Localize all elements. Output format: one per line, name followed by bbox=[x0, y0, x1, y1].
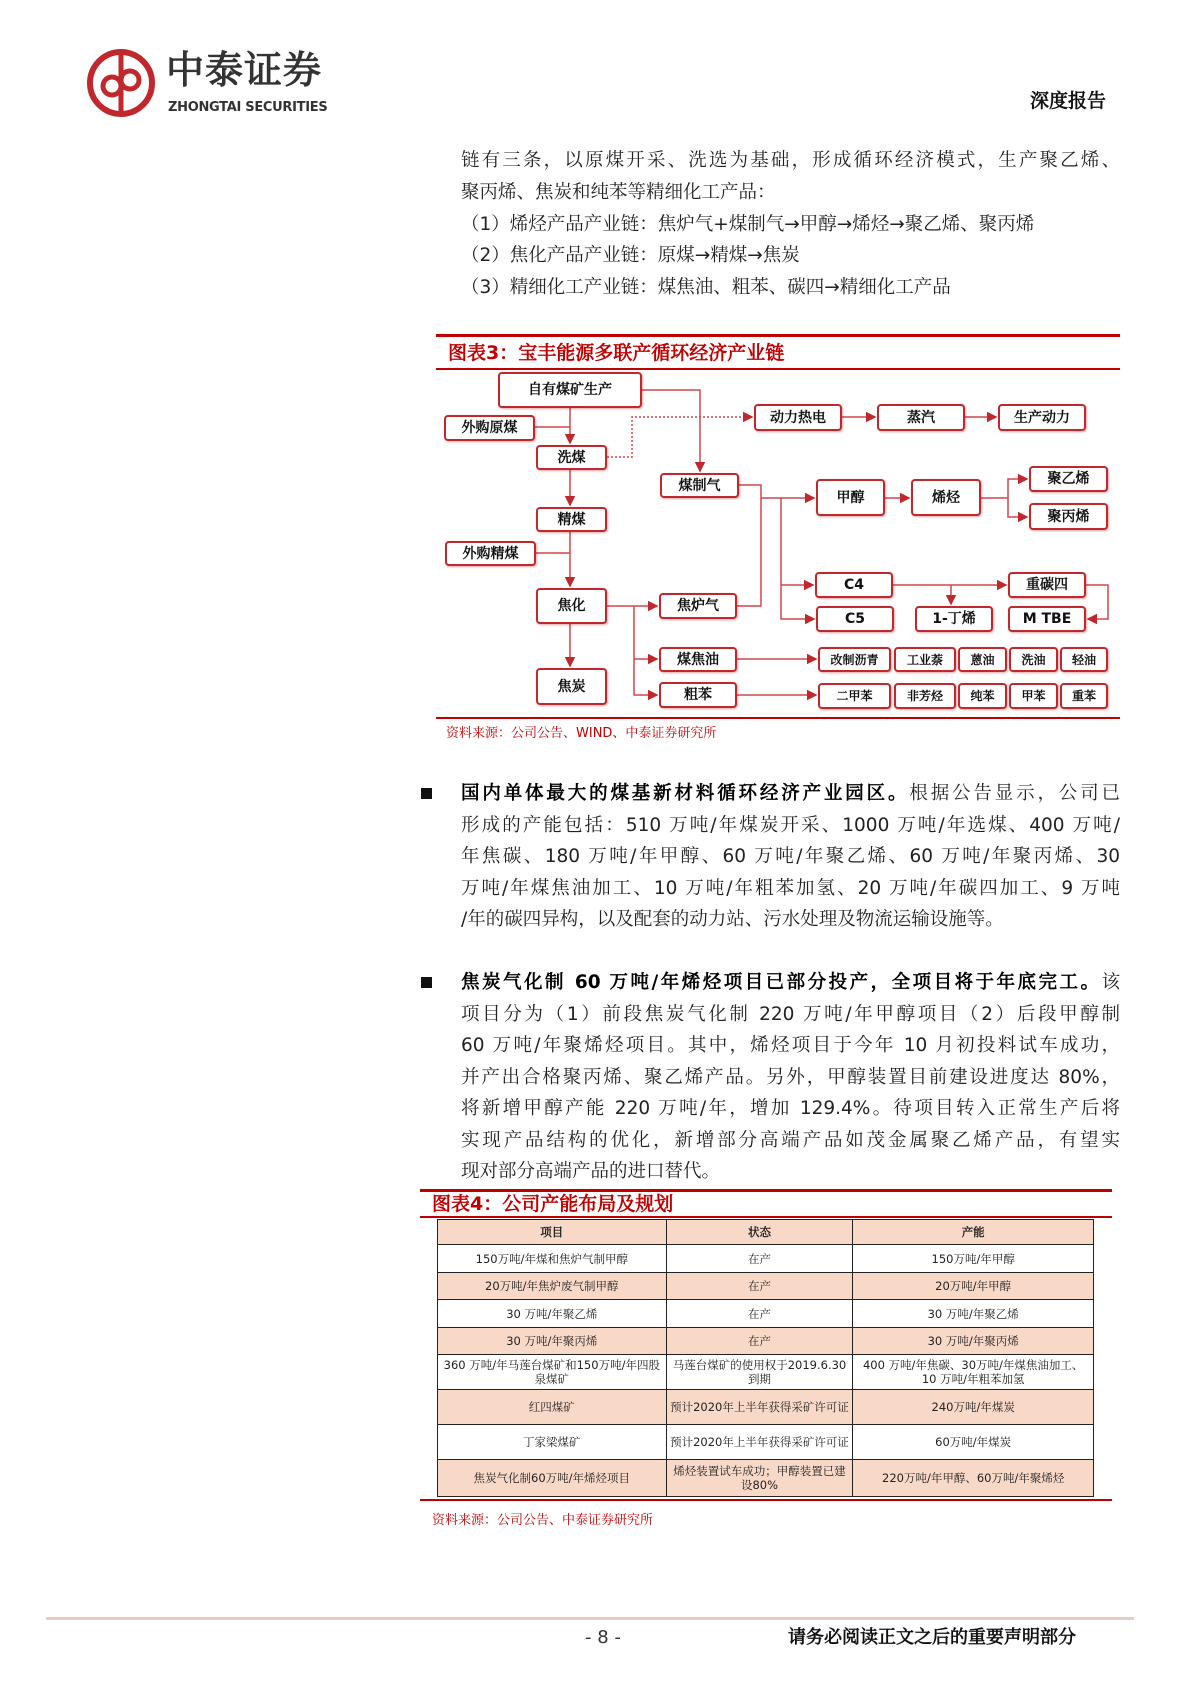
footer-rule bbox=[46, 1617, 1134, 1620]
bullet2-line: 并产出合格聚丙烯、聚乙烯产品。另外，甲醇装置目前建设进度达 80%， bbox=[461, 1067, 1120, 1088]
bullet-icon bbox=[421, 977, 432, 988]
node-heavy-c4: 重碳四 bbox=[1008, 572, 1086, 598]
node-tar-product: 改制沥青 bbox=[818, 647, 891, 672]
intro-line: （2）焦化产品产业链：原煤→精煤→焦炭 bbox=[461, 245, 800, 266]
node-coke: 焦炭 bbox=[536, 668, 607, 705]
node-own-mine: 自有煤矿生产 bbox=[498, 372, 642, 408]
table-row bbox=[438, 1273, 1094, 1300]
node-power-plant: 动力热电 bbox=[754, 404, 842, 431]
table-cell: 20万吨/年焦炉废气制甲醇 bbox=[438, 1273, 667, 1300]
node-benzene-product: 非芳烃 bbox=[894, 683, 956, 709]
bullet1-line: 国内单体最大的煤基新材料循环经济产业园区。根据公告显示，公司已 bbox=[461, 783, 1120, 804]
bullet1-line: 形成的产能包括：510 万吨/年煤炭开采、1000 万吨/年选煤、400 万吨/ bbox=[461, 815, 1120, 836]
intro-line: （3）精细化工产业链：煤焦油、粗苯、碳四→精细化工产品 bbox=[461, 277, 951, 298]
node-coal-tar: 煤焦油 bbox=[659, 647, 737, 672]
node-crude-benzene: 粗苯 bbox=[659, 682, 737, 708]
figure-rule bbox=[420, 1499, 1112, 1501]
table-cell: 在产 bbox=[666, 1245, 853, 1273]
bullet1-line: 年焦碳、180 万吨/年甲醇、60 万吨/年聚乙烯、60 万吨/年聚丙烯、30 bbox=[461, 846, 1120, 867]
intro-line: （1）烯烃产品产业链：焦炉气+煤制气→甲醇→烯烃→聚乙烯、聚丙烯 bbox=[461, 214, 1035, 235]
node-buy-raw-coal: 外购原煤 bbox=[444, 415, 535, 441]
table-row bbox=[438, 1390, 1094, 1425]
table-cell: 30 万吨/年聚乙烯 bbox=[438, 1300, 667, 1328]
bullet2-line: 项目分为（1）前段焦炭气化制 220 万吨/年甲醇项目（2）后段甲醇制 bbox=[461, 1004, 1120, 1025]
node-mtbe: M TBE bbox=[1008, 606, 1086, 632]
node-tar-product: 工业萘 bbox=[894, 647, 956, 672]
node-tar-product: 蒽油 bbox=[958, 647, 1007, 672]
table-cell: 20万吨/年甲醇 bbox=[853, 1273, 1094, 1300]
node-polyethylene: 聚乙烯 bbox=[1029, 466, 1108, 492]
table-header-row bbox=[438, 1220, 1094, 1245]
intro-line: 聚丙烯、焦炭和纯苯等精细化工产品： bbox=[461, 182, 776, 203]
table-cell: 150万吨/年甲醇 bbox=[853, 1245, 1094, 1273]
node-benzene-product: 二甲苯 bbox=[818, 683, 891, 709]
table-cell: 400 万吨/年焦碳、30万吨/年煤焦油加工、10 万吨/年粗苯加氢 bbox=[853, 1355, 1094, 1390]
node-wash-coal: 洗煤 bbox=[536, 445, 607, 470]
node-olefin: 烯烃 bbox=[911, 479, 981, 516]
column-header: 项目 bbox=[438, 1220, 667, 1245]
figure3-title: 图表3：宝丰能源多联产循环经济产业链 bbox=[448, 342, 785, 364]
node-steam: 蒸汽 bbox=[877, 404, 965, 431]
table-row bbox=[438, 1328, 1094, 1355]
table-cell: 30 万吨/年聚丙烯 bbox=[853, 1328, 1094, 1355]
column-header: 状态 bbox=[666, 1220, 853, 1245]
figure-rule bbox=[420, 1216, 1112, 1218]
table-cell: 马莲台煤矿的使用权于2019.6.30到期 bbox=[666, 1355, 853, 1390]
brand-name-en: ZHONGTAI SECURITIES bbox=[168, 100, 328, 115]
bullet2-line: 将新增甲醇产能 220 万吨/年，增加 129.4%。待项目转入正常生产后将 bbox=[461, 1098, 1120, 1119]
table-cell: 在产 bbox=[666, 1273, 853, 1300]
node-methanol: 甲醇 bbox=[816, 479, 885, 516]
table-cell: 220万吨/年甲醇、60万吨/年聚烯烃 bbox=[853, 1460, 1094, 1497]
bullet2-line: 焦炭气化制 60 万吨/年烯烃项目已部分投产，全项目将于年底完工。该 bbox=[461, 972, 1120, 993]
table-cell: 360 万吨/年马莲台煤矿和150万吨/年四股泉煤矿 bbox=[438, 1355, 667, 1390]
document-type: 深度报告 bbox=[1030, 90, 1107, 112]
node-coke-oven-gas: 焦炉气 bbox=[659, 593, 737, 619]
table-cell: 红四煤矿 bbox=[438, 1390, 667, 1425]
figure4-title: 图表4：公司产能布局及规划 bbox=[432, 1193, 674, 1215]
table-row bbox=[438, 1460, 1094, 1497]
table-cell: 烯烃装置试车成功；甲醇装置已建设80% bbox=[666, 1460, 853, 1497]
node-coal-gas: 煤制气 bbox=[660, 473, 739, 498]
table-cell: 丁家梁煤矿 bbox=[438, 1425, 667, 1460]
table-cell: 预计2020年上半年获得采矿许可证 bbox=[666, 1425, 853, 1460]
node-1-butene: 1-丁烯 bbox=[915, 606, 993, 632]
node-tar-product: 洗油 bbox=[1009, 647, 1058, 672]
capacity-table bbox=[437, 1219, 1094, 1497]
table-cell: 240万吨/年煤炭 bbox=[853, 1390, 1094, 1425]
disclaimer-note: 请务必阅读正文之后的重要声明部分 bbox=[788, 1627, 1076, 1648]
table-cell: 焦炭气化制60万吨/年烯烃项目 bbox=[438, 1460, 667, 1497]
table-cell: 60万吨/年煤炭 bbox=[853, 1425, 1094, 1460]
page-number: - 8 - bbox=[585, 1627, 621, 1648]
table-row bbox=[438, 1245, 1094, 1273]
node-buy-clean-coal: 外购精煤 bbox=[445, 541, 536, 566]
table-cell: 在产 bbox=[666, 1328, 853, 1355]
bullet-icon bbox=[421, 788, 432, 799]
node-production-power: 生产动力 bbox=[998, 404, 1086, 431]
node-coking: 焦化 bbox=[536, 588, 607, 624]
table-row bbox=[438, 1300, 1094, 1328]
table-cell: 150万吨/年煤和焦炉气制甲醇 bbox=[438, 1245, 667, 1273]
figure-rule bbox=[420, 1189, 1112, 1192]
node-tar-product: 轻油 bbox=[1060, 647, 1108, 672]
table-cell: 30 万吨/年聚乙烯 bbox=[853, 1300, 1094, 1328]
table-cell: 在产 bbox=[666, 1300, 853, 1328]
figure3-source: 资料来源：公司公告、WIND、中泰证券研究所 bbox=[446, 726, 717, 741]
table-row bbox=[438, 1355, 1094, 1390]
bullet2-line: 现对部分高端产品的进口替代。 bbox=[461, 1161, 721, 1182]
intro-line: 链有三条，以原煤开采、洗选为基础，形成循环经济模式，生产聚乙烯、 bbox=[461, 150, 1120, 171]
node-c4: C4 bbox=[815, 572, 893, 598]
node-c5: C5 bbox=[816, 606, 894, 632]
column-header: 产能 bbox=[853, 1220, 1094, 1245]
bullet2-line: 60 万吨/年聚烯烃项目。其中，烯烃项目于今年 10 月初投料试车成功， bbox=[461, 1035, 1120, 1056]
node-benzene-product: 重苯 bbox=[1060, 683, 1108, 709]
node-benzene-product: 甲苯 bbox=[1009, 683, 1058, 709]
node-benzene-product: 纯苯 bbox=[958, 683, 1007, 709]
node-clean-coal: 精煤 bbox=[536, 507, 607, 532]
figure4-source: 资料来源：公司公告、中泰证券研究所 bbox=[432, 1513, 654, 1528]
bullet1-line: /年的碳四异构，以及配套的动力站、污水处理及物流运输设施等。 bbox=[461, 909, 1004, 930]
table-cell: 30 万吨/年聚丙烯 bbox=[438, 1328, 667, 1355]
bullet1-line: 万吨/年煤焦油加工、10 万吨/年粗苯加氢、20 万吨/年碳四加工、9 万吨 bbox=[461, 878, 1120, 899]
figure-rule bbox=[436, 717, 1120, 719]
bullet2-line: 实现产品结构的优化，新增部分高端产品如茂金属聚乙烯产品，有望实 bbox=[461, 1130, 1120, 1151]
brand-name: 中泰证券 bbox=[166, 48, 323, 92]
node-polypropylene: 聚丙烯 bbox=[1029, 503, 1108, 530]
table-cell: 预计2020年上半年获得采矿许可证 bbox=[666, 1390, 853, 1425]
table-row bbox=[438, 1425, 1094, 1460]
